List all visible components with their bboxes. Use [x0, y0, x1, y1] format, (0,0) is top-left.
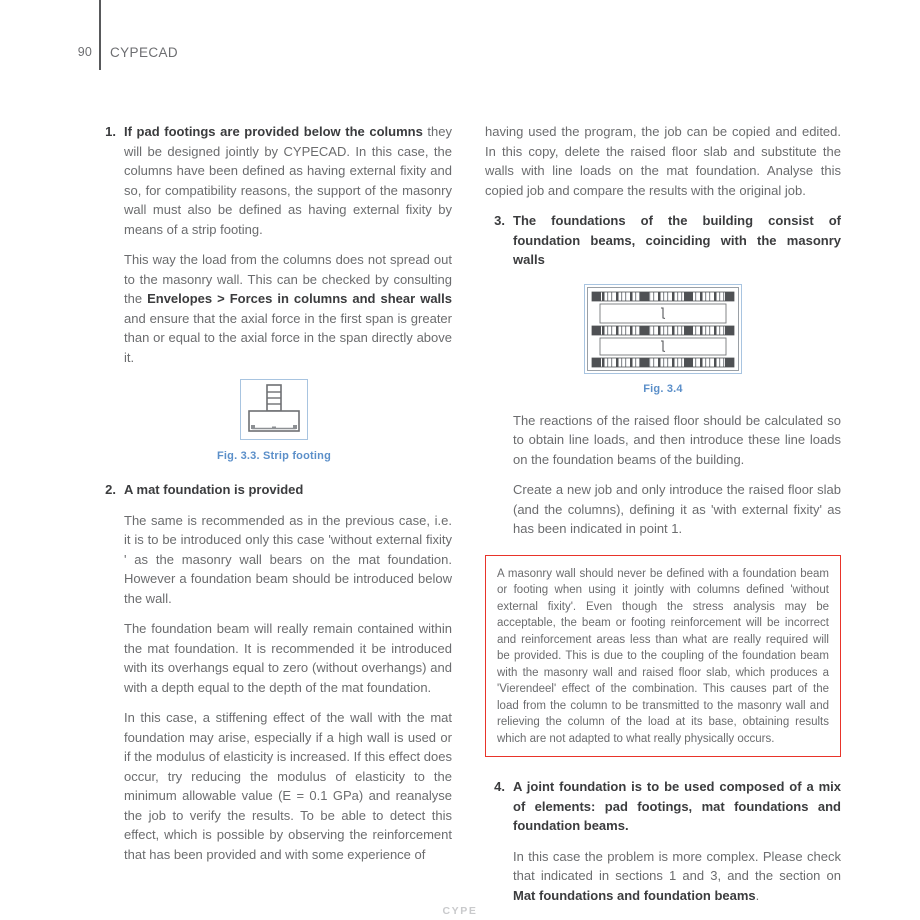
page-header: [0, 0, 920, 80]
foundation-beams-plan-drawing: [587, 287, 739, 371]
left-paragraph-mat-1: The same is recommended as in the previous case, i.e. it is to be introduced only this case 'without external fixity ' as the masonry wall bears on the mat foundation. However a foundation beam should be introduced below the wall.: [124, 512, 452, 606]
header-title: CYPECAD: [110, 45, 179, 60]
right-paragraph-joint-foundation: [485, 847, 841, 906]
right-paragraph-create-job: Create a new job and only introduce the raised floor slab (and the columns), defining it as 'with external fixity' as has been indicated in point 1.: [513, 482, 841, 536]
header-divider-rule: [99, 0, 101, 70]
list-item-1-number: 1.: [105, 124, 116, 139]
envelopes-menu-path: Envelopes > Forces in columns and shear walls: [147, 291, 453, 306]
page-footer: CYPE: [442, 905, 478, 917]
figure-3-3: [96, 379, 452, 462]
figure-3-3-caption: Fig. 3.3. Strip footing: [217, 450, 331, 462]
list-item-3-number: 3.: [494, 213, 505, 228]
foundation-beams-plan-icon: [588, 288, 738, 370]
envelopes-text-b: and ensure that the axial force in the first span is greater than or equal to the axial force in the span directly above it.: [124, 310, 452, 365]
list-item-1-rest: they will be designed jointly by CYPECAD. In this case, the columns have been defined as having external fixity and so, for compatibility reasons, the support of the masonry wall must also be defined as having external fixity by means of a strip footing.: [124, 124, 452, 237]
mat-foundations-reference: Mat foundations and foundation beams: [513, 887, 756, 903]
figure-3-4: [485, 284, 841, 395]
list-item-4-lead: A joint foundation is to be used composed of a mix of elements: pad footings, mat foundations and foundation beams.: [513, 779, 841, 833]
right-paragraph-reactions: The reactions of the raised floor should be calculated so to obtain line loads, and then introduce these line loads on the foundation beams of the building.: [513, 412, 841, 467]
envelopes-text-a: This way the load from the columns does not spread out to the masonry wall. This can be checked by consulting the: [124, 252, 452, 306]
list-item-2: [96, 480, 452, 500]
list-item-1-lead: If pad footings are provided below the columns: [124, 124, 423, 139]
strip-footing-icon: [243, 382, 305, 437]
list-item-1-paragraph: [124, 122, 452, 239]
page-number: 90: [77, 45, 92, 59]
joint-text-a: In this case the problem is more complex. Please check that indicated in sections 1 and 3, and the section on: [513, 848, 841, 883]
figure-3-4-frame: [584, 284, 742, 374]
warning-box: [485, 555, 841, 758]
list-item-3: [485, 211, 841, 270]
list-item-2-heading: [124, 480, 452, 500]
list-item-1: [96, 122, 452, 239]
figure-3-3-frame: [240, 379, 308, 440]
list-item-3-lead: The foundations of the building consist of foundation beams, coinciding with the masonry walls: [513, 213, 841, 267]
list-item-4-number: 4.: [494, 779, 505, 794]
left-paragraph-envelopes: [96, 250, 452, 367]
list-item-3-heading: [513, 211, 841, 270]
figure-3-4-caption: Fig. 3.4: [643, 382, 683, 395]
list-item-4-heading: [513, 777, 841, 836]
list-item-2-lead: A mat foundation is provided: [124, 482, 304, 497]
right-column: [485, 122, 841, 916]
list-item-2-number: 2.: [105, 482, 116, 497]
joint-text-b: .: [755, 887, 760, 903]
left-paragraph-mat-3: In this case, a stiffening effect of the wall with the mat foundation may arise, especially if a high wall is used or if the modulus of elasticity is increased. If this effect does occur, try reducing the modulus of elasticity to the minimum allowable value (E = 0.1 GPa) and reanalyse the job to verify the results. To be able to detect this effect, which is possible by observing the reinforcement that has been provided and with some experience of: [124, 710, 452, 862]
left-paragraph-mat-2: The foundation beam will really remain contained within the mat foundation. It is recommended it be introduced with its overhangs equal to zero (without overhangs) and with a depth equal to the depth of the mat foundation.: [124, 621, 452, 695]
warning-box-text: A masonry wall should never be defined with a foundation beam or footing when using it jointly with columns defined 'without external fixity'. Even though the stress analysis may be acceptable, the beam or footing reinforcement will be incorrect and reinforcement areas less than what are really required will be provided. This is due to the coupling of the foundation beam with the masonry wall and raised floor slab, which produces a 'Vierendeel' effect of the combination. This causes part of the load from the column to be transmitted to the masonry wall and relieving the column of the load at its base, obtaining results which are not adapted to what really physically occurs.: [497, 567, 829, 745]
right-paragraph-continuation: having used the program, the job can be copied and edited. In this copy, delete the raised floor slab and substitute the walls with line loads on the mat foundation. Analyse this copied job and compare the results with the original job.: [485, 124, 841, 198]
left-column: [96, 122, 452, 875]
list-item-4: [485, 777, 841, 836]
strip-footing-drawing: [243, 382, 305, 437]
